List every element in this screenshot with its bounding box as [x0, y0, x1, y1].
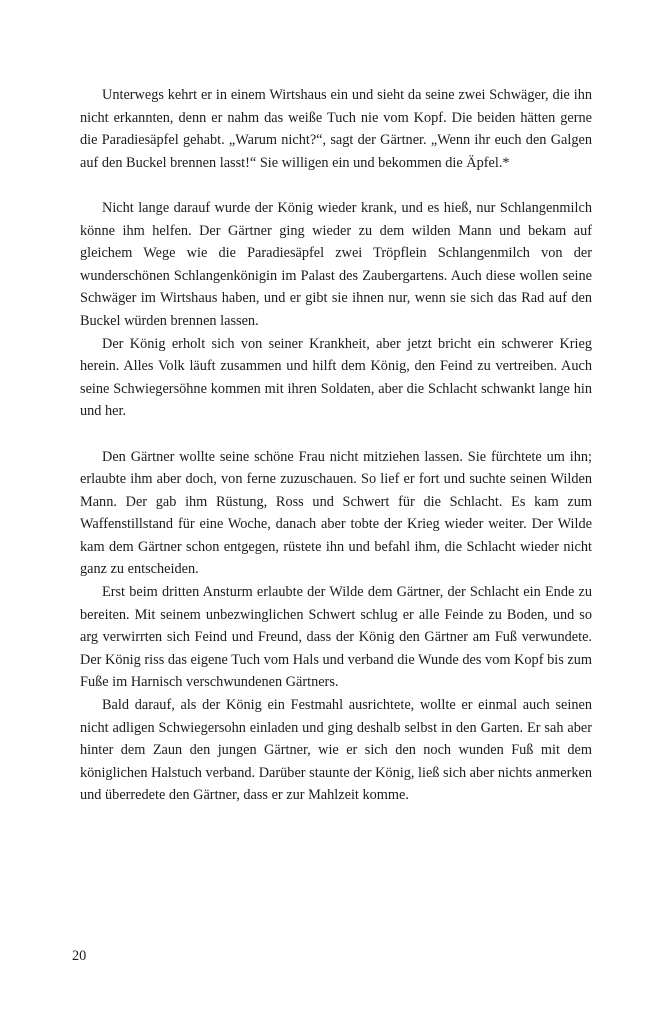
paragraph-4: Den Gärtner wollte seine schöne Frau nicht mitziehen lassen. Sie fürchtete um ihn; erlaubte ihm aber doch, von ferne zuzuschauen. So lief er fort und suchte seinen Wilden Mann. Der gab ihm Rüstung, Ross und Schwert für die Schlacht. Es kam zum Waffenstillstand für eine Woche, danach aber tobte der Krieg wieder weiter. Der Wilde kam dem Gärtner schon entgegen, rüstete ihn und befahl ihm, die Schlacht wieder nicht ganz zu entscheiden. [80, 448, 592, 578]
paragraph-3: Der König erholt sich von seiner Krankheit, aber jetzt bricht ein schwerer Krieg herein. Alles Volk läuft zusammen und hilft dem König, den Feind zu vertreiben. Auch seine Schwiegersöhne kommen mit ihren Soldaten, aber die Schlacht schwankt lange hin und her. [80, 335, 592, 420]
paragraph-1: Unterwegs kehrt er in einem Wirtshaus ein und sieht da seine zwei Schwäger, die ihn nicht erkannten, denn er nahm das weiße Tuch nie vom Kopf. Die beiden hätten gerne die Paradiesäpfel gehabt. „Warum nicht?“, sagt der Gärtner. „Wenn ihr euch den Galgen auf den Buckel brennen lasst!“ Sie willigen ein und bekommen die Äpfel.* [80, 87, 592, 171]
paragraph-6: Bald darauf, als der König ein Festmahl ausrichtete, wollte er einmal auch seinen nicht adligen Schwiegersohn einladen und ging deshalb selbst in den Garten. Er sah aber hinter dem Zaun den jungen Gärtner, wie er sich den noch wunden Fuß mit dem königlichen Halstuch verband. Darüber staunte der König, ließ sich aber nichts anmerken und überredete den Gärtner, dass er zur Mahlzeit komme. [80, 697, 592, 804]
paragraph-2: Nicht lange darauf wurde der König wieder krank, und es hieß, nur Schlangenmilch könne ihm helfen. Der Gärtner ging wieder zu dem wilden Mann und bekam auf gleichem Wege wie die Paradiesäpfel zwei Tröpflein Schlangenmilch von der wunderschönen Schlangenkönigin im Palast des Zaubergartens. Auch diese wollen seine Schwäger im Wirtshaus haben, und er gibt sie ihnen nur, wenn sie sich das Rad auf den Buckel würden brennen lassen. [80, 199, 592, 329]
page-number: 20 [72, 948, 87, 964]
paragraph-5: Erst beim dritten Ansturm erlaubte der Wilde dem Gärtner, der Schlacht ein Ende zu bereiten. Mit seinem unbezwinglichen Schwert schlug er alle Feinde zu Boden, und so arg verwirrten sich Feind und Freund, dass der König den Gärtner am Fuß verwundete. Der König riss das eigene Tuch vom Hals und verband die Wunde des vom Kopf bis zum Fuße im Harnisch verschwundenen Gärtners. [80, 584, 592, 691]
body-text-column [80, 84, 592, 807]
